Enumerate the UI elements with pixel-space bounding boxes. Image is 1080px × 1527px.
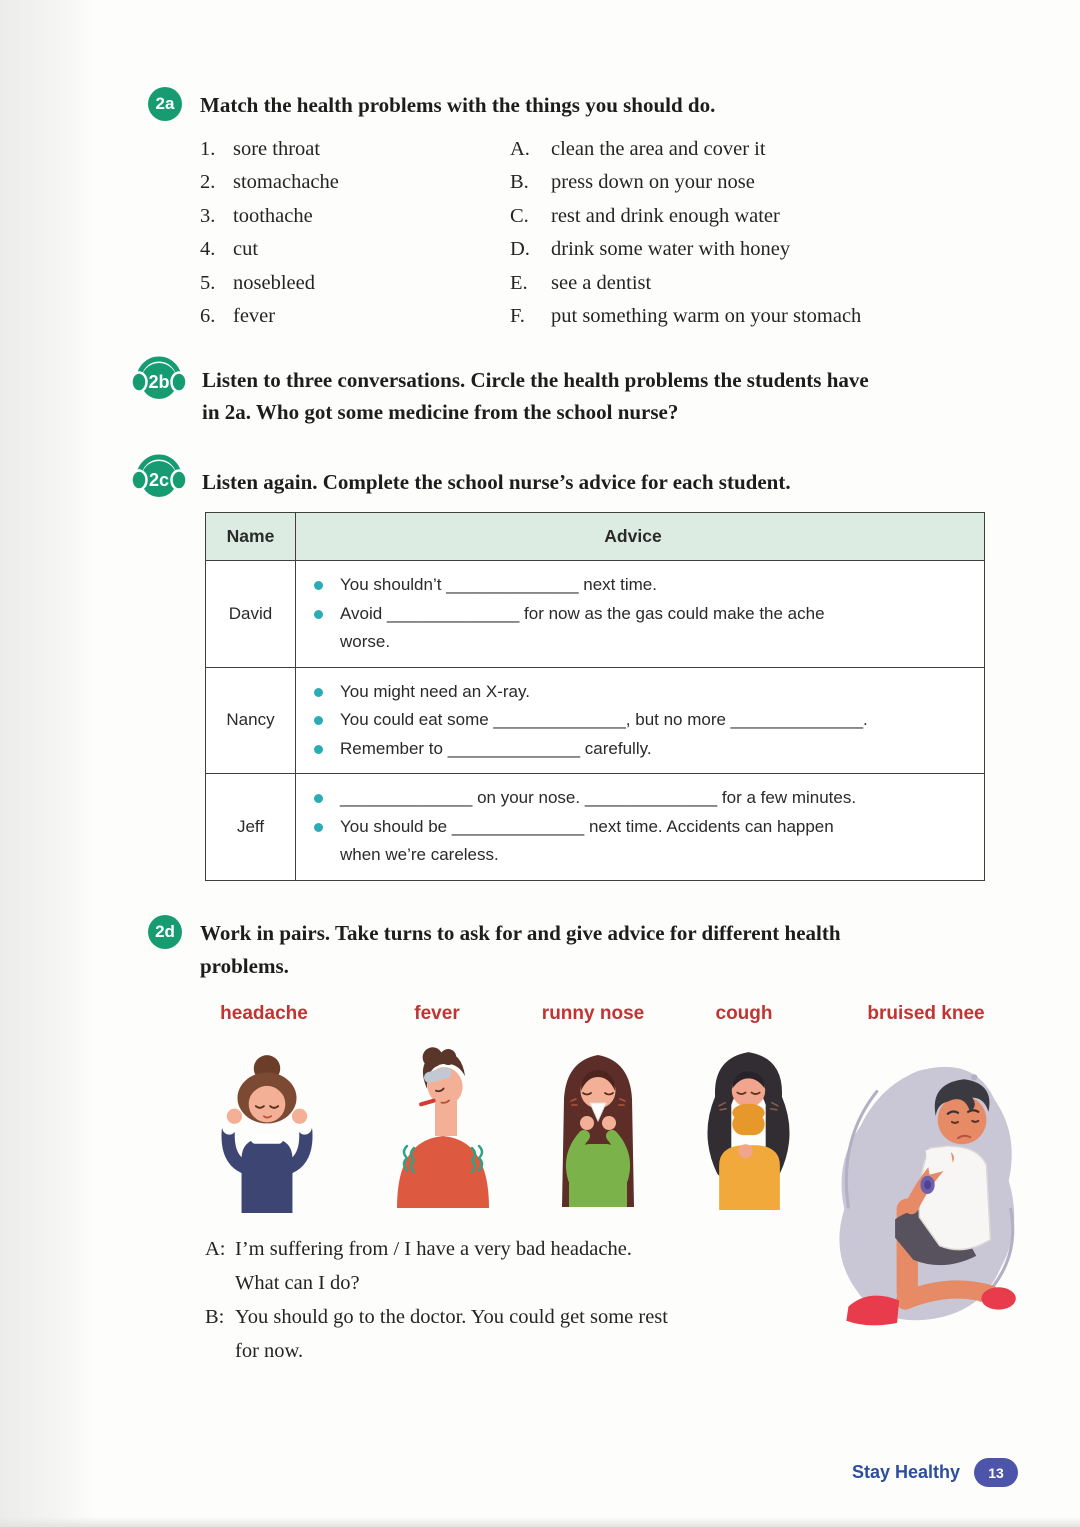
remedy-letter: A. — [510, 138, 530, 160]
bullet-icon — [314, 823, 323, 832]
headache-illustration — [211, 1044, 323, 1214]
section-2d-badge: 2d — [148, 915, 182, 949]
advice-item — [296, 571, 970, 600]
section-2d-title — [200, 917, 1020, 983]
dialogue-text: I’m suffering from / I have a very bad headache. — [235, 1238, 632, 1260]
nurse-advice-table — [205, 512, 985, 881]
advice-text: You could eat some ______________, but no more ______________. — [340, 710, 868, 729]
problem-text: stomachache — [233, 171, 339, 194]
headphones-icon — [128, 450, 190, 502]
page-number-badge: 13 — [974, 1458, 1018, 1487]
advice-item — [296, 706, 970, 735]
dialogue-line-b — [205, 1300, 845, 1368]
bullet-icon — [314, 688, 323, 697]
remedy-text: put something warm on your stomach — [551, 305, 862, 328]
section-2a-title: Match the health problems with the things you should do. — [200, 93, 716, 117]
section-2d-title-line1: Work in pairs. Take turns to ask for and give advice for different health — [200, 921, 841, 945]
vocab-runny-nose: runny nose — [541, 1003, 645, 1024]
fever-illustration — [383, 1040, 503, 1208]
advice-text: worse. — [340, 632, 391, 651]
table-row — [206, 774, 984, 880]
table-row — [206, 668, 984, 775]
remedy-text: press down on your nose — [551, 171, 755, 194]
advice-item — [296, 813, 970, 870]
table-header-row — [206, 513, 984, 561]
bullet-icon — [314, 794, 323, 803]
section-2a-badge: 2a — [148, 87, 182, 121]
student-name: David — [206, 561, 296, 667]
problem-text: fever — [233, 305, 276, 328]
student-name: Nancy — [206, 668, 296, 774]
advice-item — [296, 784, 970, 813]
bruised-knee-illustration — [820, 1054, 1028, 1340]
dialogue-line-a — [205, 1232, 845, 1300]
advice-text: Remember to ______________ carefully. — [340, 738, 652, 758]
dialogue-text: What can I do? — [235, 1272, 360, 1294]
remedy-text: rest and drink enough water — [551, 204, 780, 227]
advice-text: You should be ______________ next time. Accidents can happen — [340, 816, 834, 836]
remedy-letter: E. — [510, 271, 528, 294]
advice-text: when we’re careless. — [340, 845, 499, 864]
section-2c-title: Listen again. Complete the school nurse’s advice for each student. — [202, 470, 791, 494]
remedy-text: clean the area and cover it — [551, 138, 766, 160]
problem-number: 5. — [200, 271, 216, 294]
unit-title: Stay Healthy — [852, 1462, 961, 1482]
remedy-letter: D. — [510, 238, 530, 261]
vocab-fever: fever — [414, 1003, 460, 1024]
dialogue-text: for now. — [235, 1340, 304, 1362]
bullet-icon — [314, 610, 323, 619]
dialogue-text: You should go to the doctor. You could get some rest — [235, 1306, 668, 1328]
runny-nose-illustration — [543, 1046, 653, 1208]
advice-text: Avoid ______________ for now as the gas could make the ache — [340, 603, 825, 623]
advice-item — [296, 735, 970, 764]
matching-exercise — [200, 133, 1010, 333]
remedy-letter: C. — [510, 204, 529, 227]
advice-item — [296, 600, 970, 657]
student-name: Jeff — [206, 774, 296, 880]
page-footer — [852, 1458, 1018, 1487]
bullet-icon — [314, 581, 323, 590]
headphones-icon — [128, 352, 190, 404]
advice-column-header: Advice — [604, 526, 662, 546]
problem-number: 3. — [200, 204, 216, 227]
section-2d-title-line2: problems. — [200, 954, 289, 978]
bullet-icon — [314, 716, 323, 725]
cough-illustration — [690, 1046, 808, 1210]
section-2b-title-line1: Listen to three conversations. Circle the health problems the students have — [202, 368, 869, 392]
name-column-header: Name — [206, 513, 296, 560]
remedy-letter: B. — [510, 171, 529, 194]
advice-text: ______________ on your nose. ______________ for a few minutes. — [340, 788, 857, 807]
problem-number: 2. — [200, 171, 216, 194]
problem-text: nosebleed — [233, 271, 315, 294]
page-left-edge-shading — [0, 0, 96, 1527]
speaker-label: B: — [205, 1306, 225, 1328]
section-2c-badge: 2c — [148, 470, 170, 490]
table-row — [206, 561, 984, 668]
problem-text: cut — [233, 238, 259, 261]
advice-text: You might need an X-ray. — [340, 681, 530, 701]
advice-item — [296, 678, 970, 707]
section-2b-badge: 2b — [148, 372, 170, 392]
problem-text: toothache — [233, 204, 313, 227]
remedy-letter: F. — [510, 305, 525, 328]
vocab-bruised-knee: bruised knee — [867, 1003, 985, 1024]
vocab-cough: cough — [715, 1003, 773, 1024]
problem-number: 1. — [200, 138, 216, 160]
problem-number: 6. — [200, 305, 216, 328]
section-2b-title — [202, 364, 1012, 428]
pair-work-dialogue — [205, 1232, 845, 1368]
section-2b-title-line2: in 2a. Who got some medicine from the school nurse? — [202, 400, 679, 424]
problem-number: 4. — [200, 238, 216, 261]
bullet-icon — [314, 745, 323, 754]
page-bottom-edge-shading — [0, 1517, 1080, 1527]
problem-text: sore throat — [233, 138, 321, 160]
advice-text: You shouldn’t ______________ next time. — [340, 575, 657, 594]
remedy-text: drink some water with honey — [551, 238, 791, 261]
remedy-text: see a dentist — [551, 271, 652, 294]
speaker-label: A: — [205, 1238, 226, 1260]
vocab-headache: headache — [220, 1003, 308, 1024]
